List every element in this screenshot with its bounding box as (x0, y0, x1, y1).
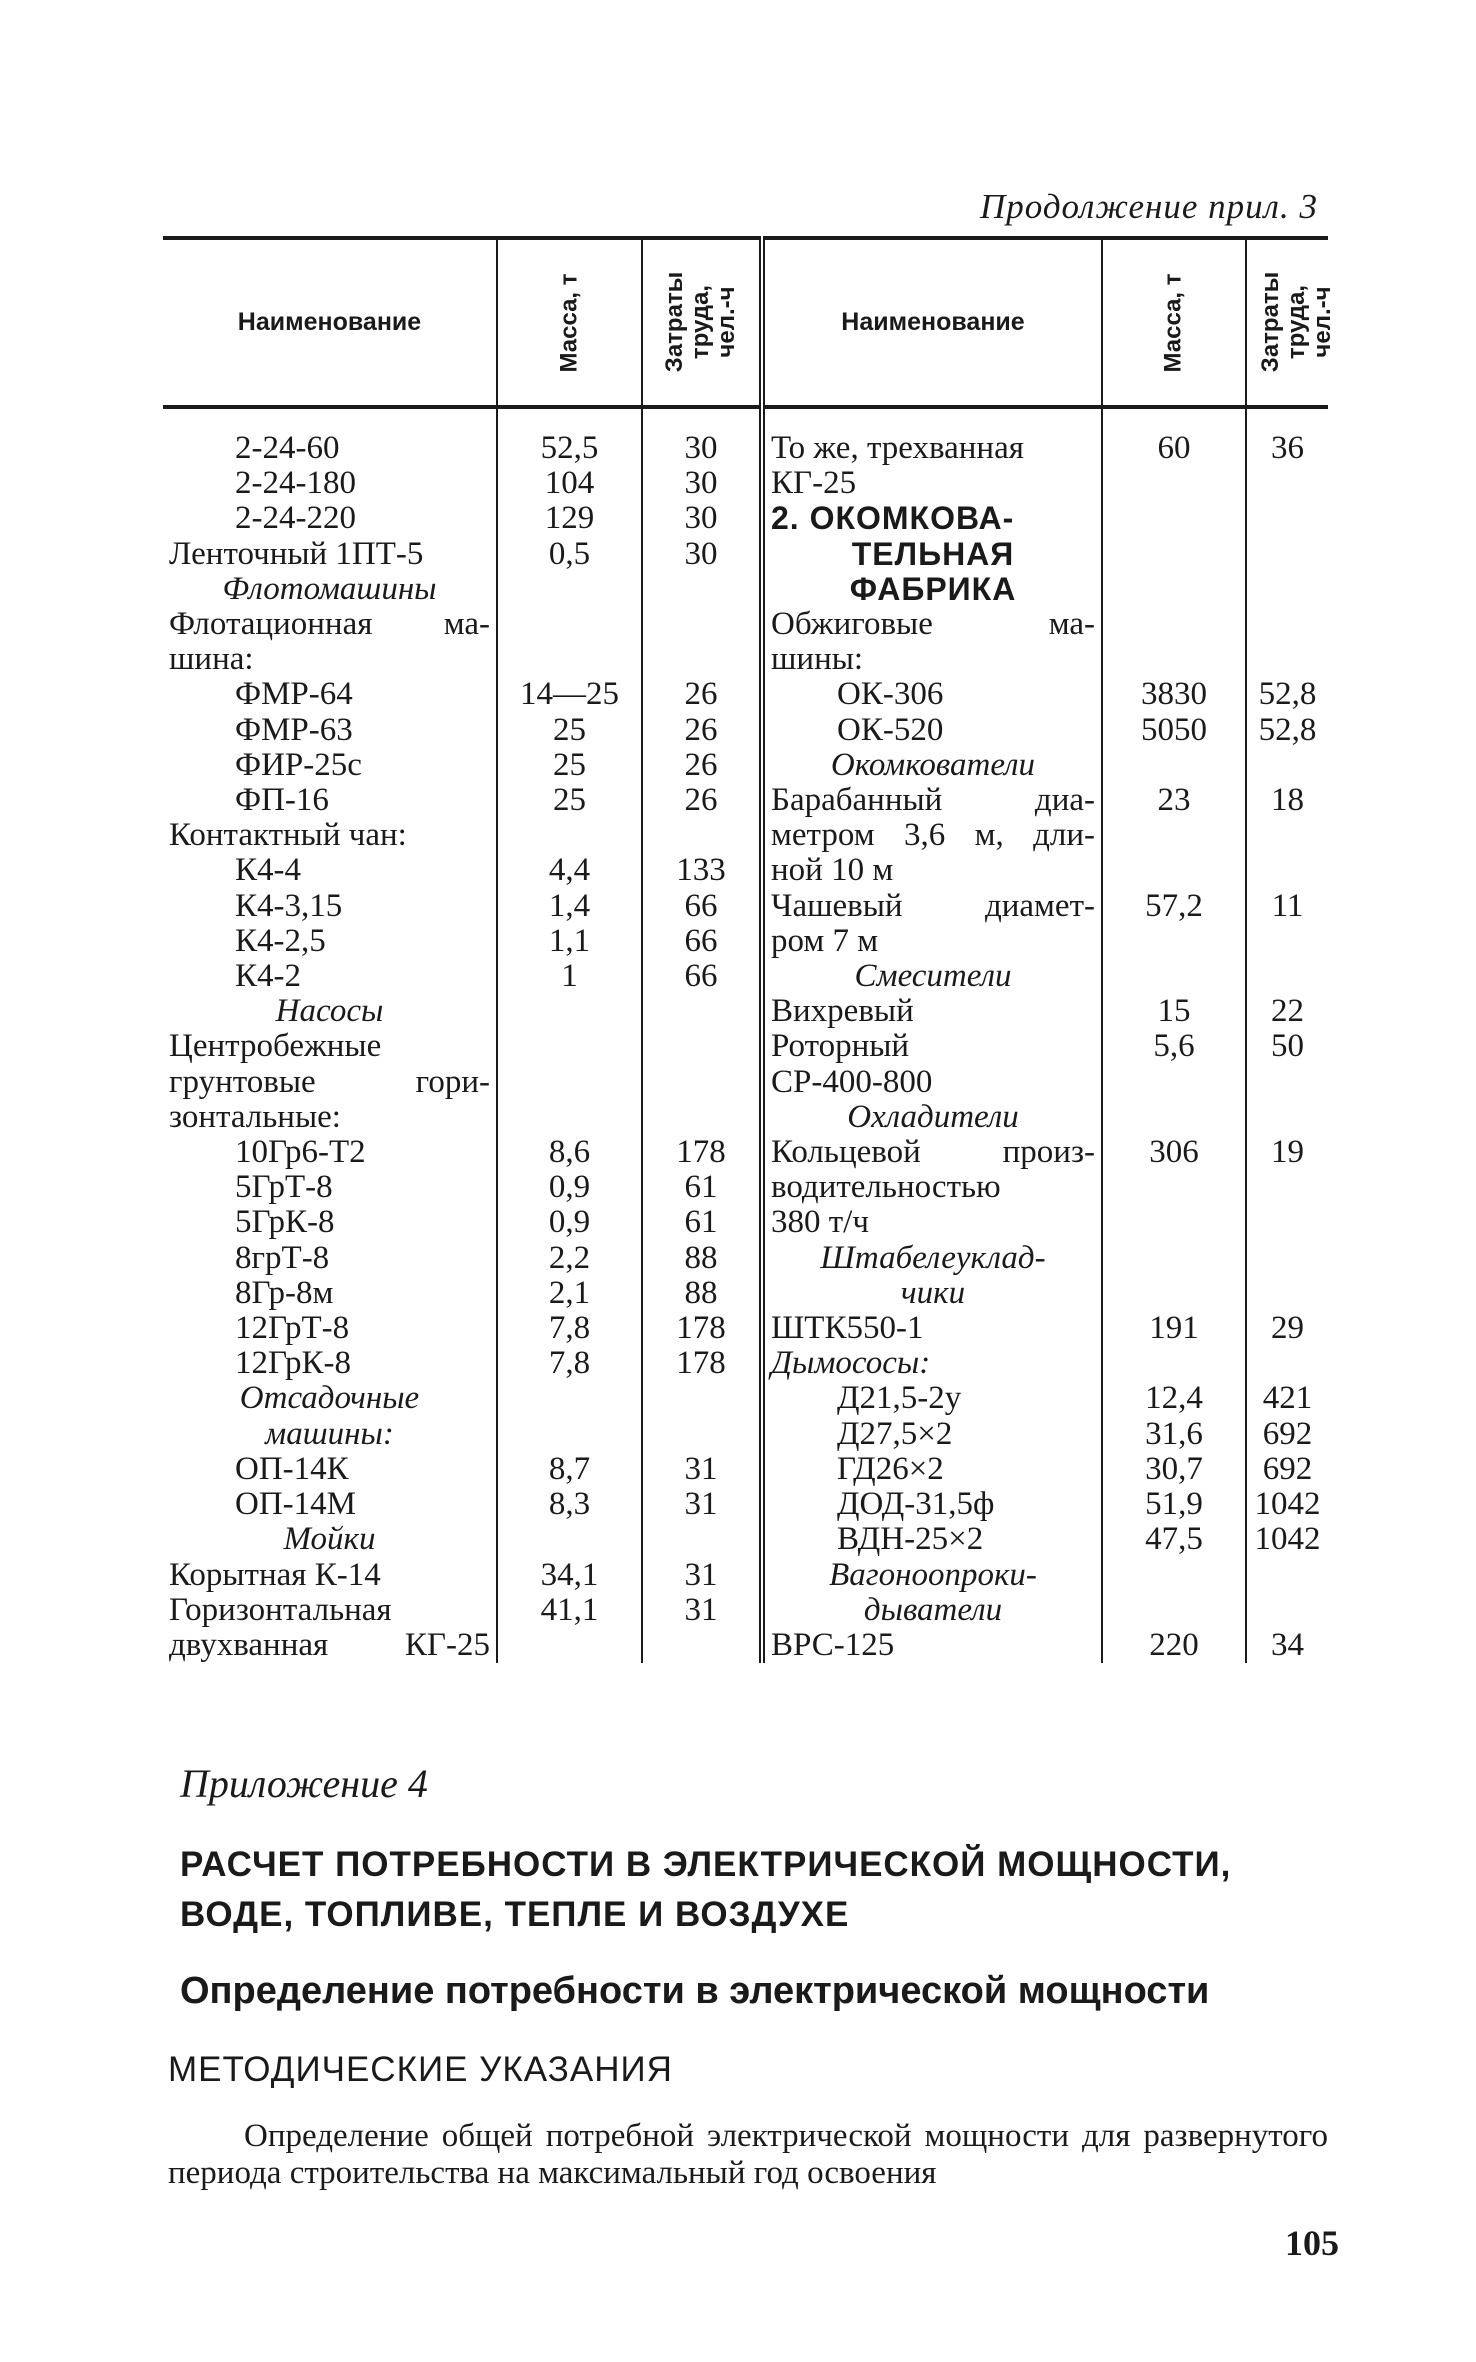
right-mass-cell (1102, 607, 1246, 642)
word: двухванная (169, 1627, 329, 1663)
right-name-cell: чики (762, 1276, 1102, 1311)
right-name-cell (762, 607, 1102, 642)
table-row (163, 607, 1328, 642)
table-row (163, 1417, 1328, 1452)
header-labor-line: труда, (1283, 284, 1311, 360)
left-labor-cell (642, 1417, 762, 1452)
left-mass-cell (497, 1029, 642, 1064)
header-labor-line: труда, (687, 284, 714, 360)
left-labor-cell: 88 (642, 1276, 762, 1311)
left-name-text (169, 1065, 490, 1100)
right-name-cell: КГ-25 (762, 466, 1102, 501)
right-labor-cell: 19 (1271, 1135, 1304, 1171)
heading-section: Определение потребности в электрической мощности (180, 1970, 1210, 2012)
right-mass-cell: 47,5 (1102, 1522, 1246, 1557)
left-name-cell: 12ГрК-8 (163, 1346, 497, 1381)
word: ма- (1048, 607, 1095, 643)
left-name-cell: Флотомашины (163, 572, 497, 607)
left-labor-cell: 26 (642, 677, 762, 712)
left-labor-cell: 178 (642, 1346, 762, 1381)
left-labor-cell: 26 (642, 748, 762, 783)
table-row (163, 407, 1328, 466)
right-mass-cell (1102, 537, 1246, 572)
right-labor-cell: 34 (1271, 1627, 1304, 1663)
left-mass-cell: 25 (497, 748, 642, 783)
table-row (163, 1241, 1328, 1276)
table-row (163, 572, 1328, 607)
table-row (163, 889, 1328, 924)
right-mass-cell: 31,6 (1102, 1417, 1246, 1452)
word: метром (771, 818, 875, 854)
right-mass-cell (1102, 572, 1246, 607)
right-mass-cell (1102, 466, 1246, 501)
left-labor-cell: 31 (642, 1593, 762, 1628)
word: м, (974, 818, 1004, 854)
left-name-cell: Корытная К-14 (163, 1558, 497, 1593)
right-labor-cell (1246, 466, 1328, 501)
heading-main: РАСЧЕТ ПОТРЕБНОСТИ В ЭЛЕКТРИЧЕСКОЙ МОЩНОСТИ, ВОДЕ, ТОПЛИВЕ, ТЕПЛЕ И ВОЗДУХЕ (180, 1845, 1232, 1934)
left-labor-cell: 178 (642, 1135, 762, 1170)
left-mass-cell (497, 572, 642, 607)
right-mass-cell (1102, 1593, 1246, 1628)
left-mass-cell: 25 (497, 783, 642, 818)
right-name-cell: ной 10 м (762, 853, 1102, 888)
page-number: 105 (1285, 2223, 1339, 2263)
appendix-title: Приложение 4 (180, 1761, 428, 1806)
table-row (163, 1628, 1328, 1663)
right-mass-cell (1102, 1100, 1246, 1135)
right-labor-cell (1246, 1276, 1328, 1311)
table-row (163, 1135, 1328, 1170)
left-mass-cell (497, 1065, 642, 1100)
left-labor-cell: 30 (642, 501, 762, 536)
left-mass-cell: 2,1 (497, 1276, 642, 1311)
table-row (163, 1170, 1328, 1205)
left-name-text (169, 607, 490, 642)
right-labor-cell: 692 (1262, 1416, 1313, 1452)
table-row (163, 1311, 1328, 1346)
equipment-table (163, 236, 1337, 1663)
left-mass-cell (497, 1628, 642, 1663)
right-mass-cell (1102, 1241, 1246, 1276)
right-labor-cell (1246, 959, 1328, 994)
right-name-text (771, 889, 1095, 924)
header-mass-right-text: Масса, т (1160, 273, 1187, 373)
right-name-cell: Д21,5-2у (762, 1381, 1102, 1416)
right-name-cell: ВДН-25×2 (762, 1522, 1102, 1557)
header-name-right: Наименование (762, 238, 1102, 407)
word: Флотационная (169, 607, 373, 643)
left-labor-cell: 66 (642, 924, 762, 959)
right-labor-cell: 692 (1262, 1451, 1313, 1487)
table-row (163, 677, 1328, 712)
left-labor-cell (642, 1029, 762, 1064)
right-name-cell (762, 889, 1102, 924)
left-labor-cell (642, 1381, 762, 1416)
right-name-text (771, 783, 1095, 818)
word: Кольцевой (771, 1135, 921, 1171)
right-labor-cell: 36 (1271, 430, 1304, 466)
word: Обжиговые (771, 607, 933, 643)
right-labor-cell (1246, 501, 1328, 536)
header-mass-left (497, 238, 642, 407)
left-name-cell: машины: (163, 1417, 497, 1452)
left-mass-cell (497, 1522, 642, 1557)
right-labor-cell (1246, 537, 1328, 572)
left-name-cell: К4-2 (163, 959, 497, 994)
table-row (163, 1276, 1328, 1311)
right-mass-cell (1102, 1346, 1246, 1381)
left-mass-cell: 14—25 (497, 677, 642, 712)
left-mass-cell: 4,4 (497, 853, 642, 888)
left-labor-cell: 30 (642, 407, 762, 466)
left-labor-cell: 61 (642, 1170, 762, 1205)
left-mass-cell (497, 607, 642, 642)
left-mass-cell (497, 994, 642, 1029)
left-mass-cell: 1,1 (497, 924, 642, 959)
right-mass-cell: 23 (1102, 783, 1246, 818)
right-name-cell: Смесители (762, 959, 1102, 994)
left-labor-cell: 61 (642, 1205, 762, 1240)
header-labor-right (1246, 238, 1337, 407)
right-labor-cell (1246, 748, 1328, 783)
table-row (163, 1100, 1328, 1135)
left-mass-cell: 0,5 (497, 537, 642, 572)
header-labor-line: Затраты (1257, 271, 1285, 373)
left-name-cell: 2-24-180 (163, 466, 497, 501)
right-name-cell (762, 1135, 1102, 1170)
right-name-cell: Вихревый (762, 994, 1102, 1029)
right-name-cell: Штабелеуклад- (762, 1241, 1102, 1276)
left-name-cell: К4-4 (163, 853, 497, 888)
right-mass-cell: 12,4 (1102, 1381, 1246, 1416)
left-mass-cell: 25 (497, 713, 642, 748)
right-name-text (771, 607, 1095, 642)
right-mass-cell (1102, 501, 1246, 536)
word: гори- (415, 1064, 490, 1100)
right-mass-cell (1102, 1276, 1246, 1311)
left-mass-cell: 129 (497, 501, 642, 536)
table-row (163, 713, 1328, 748)
table-row (163, 748, 1328, 783)
left-labor-cell (642, 607, 762, 642)
table-row (163, 537, 1328, 572)
right-labor-cell: 1042 (1254, 1522, 1321, 1558)
right-labor-cell: 52,8 (1258, 677, 1317, 713)
right-labor-cell: 50 (1271, 1029, 1304, 1065)
left-mass-cell (497, 1417, 642, 1452)
right-name-cell: дыватели (762, 1593, 1102, 1628)
table-row (163, 642, 1328, 677)
right-name-cell: ром 7 м (762, 924, 1102, 959)
left-labor-cell: 30 (642, 537, 762, 572)
right-mass-cell (1102, 818, 1246, 853)
left-name-cell (163, 1628, 497, 1663)
word: КГ-25 (404, 1627, 490, 1663)
left-labor-cell: 178 (642, 1311, 762, 1346)
left-name-cell: Мойки (163, 1522, 497, 1557)
right-name-cell: Д27,5×2 (762, 1417, 1102, 1452)
header-labor-right-text (1258, 272, 1336, 372)
header-labor-left (642, 238, 762, 407)
left-name-cell: ОП-14М (163, 1487, 497, 1522)
left-mass-cell: 34,1 (497, 1558, 642, 1593)
table-row (163, 1522, 1328, 1557)
left-labor-cell: 30 (642, 466, 762, 501)
table-row (163, 959, 1328, 994)
left-name-cell: Ленточный 1ПТ-5 (163, 537, 497, 572)
continuation-label: Продолжение прил. 3 (980, 187, 1318, 226)
left-name-cell: 2-24-220 (163, 501, 497, 536)
right-labor-cell (1246, 607, 1328, 642)
right-labor-cell (1246, 924, 1328, 959)
right-name-text (771, 818, 1095, 853)
right-mass-cell: 51,9 (1102, 1487, 1246, 1522)
word: диамет- (984, 888, 1095, 924)
right-labor-cell: 11 (1271, 888, 1304, 924)
left-name-cell: ФМР-63 (163, 713, 497, 748)
left-name-cell: 2-24-60 (163, 407, 497, 466)
right-mass-cell (1102, 1065, 1246, 1100)
left-labor-cell: 66 (642, 889, 762, 924)
left-name-cell: 8грТ-8 (163, 1241, 497, 1276)
right-mass-cell: 306 (1102, 1135, 1246, 1170)
table-row (163, 1487, 1328, 1522)
left-name-cell: 12ГрТ-8 (163, 1311, 497, 1346)
left-labor-cell (642, 1100, 762, 1135)
right-labor-cell: 421 (1262, 1381, 1313, 1417)
left-mass-cell: 7,8 (497, 1346, 642, 1381)
right-mass-cell: 30,7 (1102, 1452, 1246, 1487)
right-name-cell: 2. ОКОМКОВА- (762, 501, 1102, 536)
paragraph (168, 2118, 1328, 2192)
right-labor-cell (1246, 1593, 1328, 1628)
right-name-cell: ФАБРИКА (762, 572, 1102, 607)
left-mass-cell: 1 (497, 959, 642, 994)
header-name-left: Наименование (163, 238, 497, 407)
word: дли- (1033, 818, 1095, 854)
table-row (163, 501, 1328, 536)
right-mass-cell (1102, 642, 1246, 677)
right-labor-cell (1246, 1065, 1328, 1100)
right-labor-cell (1246, 818, 1328, 853)
left-name-cell: ФИР-25с (163, 748, 497, 783)
right-name-cell: ТЕЛЬНАЯ (762, 537, 1102, 572)
right-name-cell: То же, трехванная (762, 407, 1102, 466)
left-name-cell: 8Гр-8м (163, 1276, 497, 1311)
right-mass-cell (1102, 1558, 1246, 1593)
right-name-cell: ДОД-31,5ф (762, 1487, 1102, 1522)
right-name-cell: Роторный (762, 1029, 1102, 1064)
left-name-cell: Горизонтальная (163, 1593, 497, 1628)
table-row (163, 1065, 1328, 1100)
right-labor-cell (1246, 1205, 1328, 1240)
right-mass-cell: 15 (1102, 994, 1246, 1029)
right-name-cell: ОК-520 (762, 713, 1102, 748)
table-row (163, 466, 1328, 501)
right-mass-cell (1102, 853, 1246, 888)
left-labor-cell: 66 (642, 959, 762, 994)
word: произ- (1002, 1135, 1095, 1171)
right-name-text (771, 1135, 1095, 1170)
right-mass-cell: 5050 (1102, 713, 1246, 748)
left-labor-cell: 31 (642, 1487, 762, 1522)
right-mass-cell: 3830 (1102, 677, 1246, 712)
left-mass-cell: 41,1 (497, 1593, 642, 1628)
right-mass-cell: 57,2 (1102, 889, 1246, 924)
left-mass-cell (497, 818, 642, 853)
left-name-cell: 5ГрК-8 (163, 1205, 497, 1240)
left-mass-cell (497, 1381, 642, 1416)
left-name-cell: 5ГрТ-8 (163, 1170, 497, 1205)
left-labor-cell: 26 (642, 783, 762, 818)
left-mass-cell: 8,7 (497, 1452, 642, 1487)
table-row (163, 818, 1328, 853)
left-name-cell: Контактный чан: (163, 818, 497, 853)
table-row (163, 924, 1328, 959)
left-labor-cell: 31 (642, 1558, 762, 1593)
left-mass-cell: 104 (497, 466, 642, 501)
right-name-cell: Дымососы: (762, 1346, 1102, 1381)
left-mass-cell: 1,4 (497, 889, 642, 924)
left-labor-cell (642, 572, 762, 607)
left-name-text (169, 1628, 490, 1663)
left-name-cell: ФМР-64 (163, 677, 497, 712)
right-labor-cell (1246, 1558, 1328, 1593)
left-labor-cell (642, 1628, 762, 1663)
left-labor-cell (642, 1065, 762, 1100)
table-row (163, 783, 1328, 818)
table-row (163, 1452, 1328, 1487)
left-name-cell: Отсадочные (163, 1381, 497, 1416)
left-mass-cell: 7,8 (497, 1311, 642, 1346)
header-mass-left-text: Масса, т (555, 273, 583, 373)
word: ма- (443, 607, 490, 643)
left-labor-cell: 26 (642, 713, 762, 748)
left-mass-cell (497, 642, 642, 677)
right-mass-cell: 220 (1102, 1628, 1246, 1663)
left-name-cell: К4-3,15 (163, 889, 497, 924)
right-name-cell: ГД26×2 (762, 1452, 1102, 1487)
table-row (163, 1558, 1328, 1593)
left-mass-cell: 0,9 (497, 1170, 642, 1205)
word: Барабанный (771, 783, 943, 819)
word: 3,6 (903, 818, 946, 854)
right-labor-cell (1246, 642, 1328, 677)
right-mass-cell: 5,6 (1102, 1029, 1246, 1064)
word: диа- (1034, 783, 1095, 819)
header-labor-left-text (662, 272, 740, 372)
left-name-cell: шина: (163, 642, 497, 677)
header-mass-right (1102, 238, 1246, 407)
table-row (163, 1029, 1328, 1064)
left-labor-cell (642, 994, 762, 1029)
left-labor-cell: 88 (642, 1241, 762, 1276)
right-mass-cell (1102, 924, 1246, 959)
heading-sub: МЕТОДИЧЕСКИЕ УКАЗАНИЯ (168, 2050, 673, 2089)
right-labor-cell (1246, 1241, 1328, 1276)
right-labor-cell (1246, 1170, 1328, 1205)
right-labor-cell (1246, 853, 1328, 888)
left-labor-cell (642, 1522, 762, 1557)
left-name-cell (163, 1065, 497, 1100)
left-labor-cell (642, 818, 762, 853)
right-mass-cell (1102, 959, 1246, 994)
right-name-cell: Окомкователи (762, 748, 1102, 783)
right-labor-cell: 29 (1271, 1311, 1304, 1347)
right-name-cell: водительностью (762, 1170, 1102, 1205)
table-row (163, 1593, 1328, 1628)
left-mass-cell: 2,2 (497, 1241, 642, 1276)
table-row (163, 1381, 1328, 1416)
left-labor-cell (642, 642, 762, 677)
header-labor-line: чел.-ч (1309, 286, 1337, 358)
left-name-cell: ФП-16 (163, 783, 497, 818)
word: Чашевый (771, 888, 903, 924)
left-name-cell: 10Гр6-Т2 (163, 1135, 497, 1170)
left-mass-cell: 8,6 (497, 1135, 642, 1170)
word: грунтовые (169, 1064, 316, 1100)
right-name-cell: СР-400-800 (762, 1065, 1102, 1100)
right-name-cell (762, 818, 1102, 853)
paragraph-text: Определение общей потребной электрической мощности для развернутого периода строительства на максимальный год освоения (168, 2118, 1328, 2191)
table-row (163, 1346, 1328, 1381)
right-labor-cell: 22 (1271, 994, 1304, 1030)
left-name-cell (163, 607, 497, 642)
right-name-cell: 380 т/ч (762, 1205, 1102, 1240)
right-mass-cell (1102, 748, 1246, 783)
right-mass-cell (1102, 1205, 1246, 1240)
left-mass-cell: 0,9 (497, 1205, 642, 1240)
right-mass-cell: 191 (1102, 1311, 1246, 1346)
table-body (163, 407, 1328, 1663)
left-name-cell: К4-2,5 (163, 924, 497, 959)
left-labor-cell: 133 (642, 853, 762, 888)
right-name-cell (762, 783, 1102, 818)
table-row (163, 1205, 1328, 1240)
left-mass-cell: 8,3 (497, 1487, 642, 1522)
right-labor-cell (1246, 1100, 1328, 1135)
left-labor-cell: 31 (642, 1452, 762, 1487)
right-name-cell: ОК-306 (762, 677, 1102, 712)
right-name-cell: Охладители (762, 1100, 1102, 1135)
right-name-cell: Вагоноопроки- (762, 1558, 1102, 1593)
right-labor-cell (1246, 572, 1328, 607)
left-name-cell: Центробежные (163, 1029, 497, 1064)
header-labor-line: чел.-ч (713, 286, 740, 358)
table-row (163, 994, 1328, 1029)
right-mass-cell (1102, 1170, 1246, 1205)
right-name-cell: ШТК550-1 (762, 1311, 1102, 1346)
right-labor-cell: 18 (1271, 783, 1304, 819)
right-name-cell: ВРС-125 (762, 1628, 1102, 1663)
right-mass-cell: 60 (1102, 407, 1246, 466)
left-name-cell: зонтальные: (163, 1100, 497, 1135)
right-labor-cell: 1042 (1254, 1487, 1321, 1523)
left-mass-cell: 52,5 (497, 407, 642, 466)
table-row (163, 853, 1328, 888)
table-header-row (163, 238, 1328, 407)
right-labor-cell: 52,8 (1258, 712, 1317, 748)
header-labor-line: Затраты (661, 271, 688, 373)
right-labor-cell (1246, 1346, 1328, 1381)
left-name-cell: Насосы (163, 994, 497, 1029)
right-name-cell: шины: (762, 642, 1102, 677)
left-name-cell: ОП-14К (163, 1452, 497, 1487)
left-mass-cell (497, 1100, 642, 1135)
